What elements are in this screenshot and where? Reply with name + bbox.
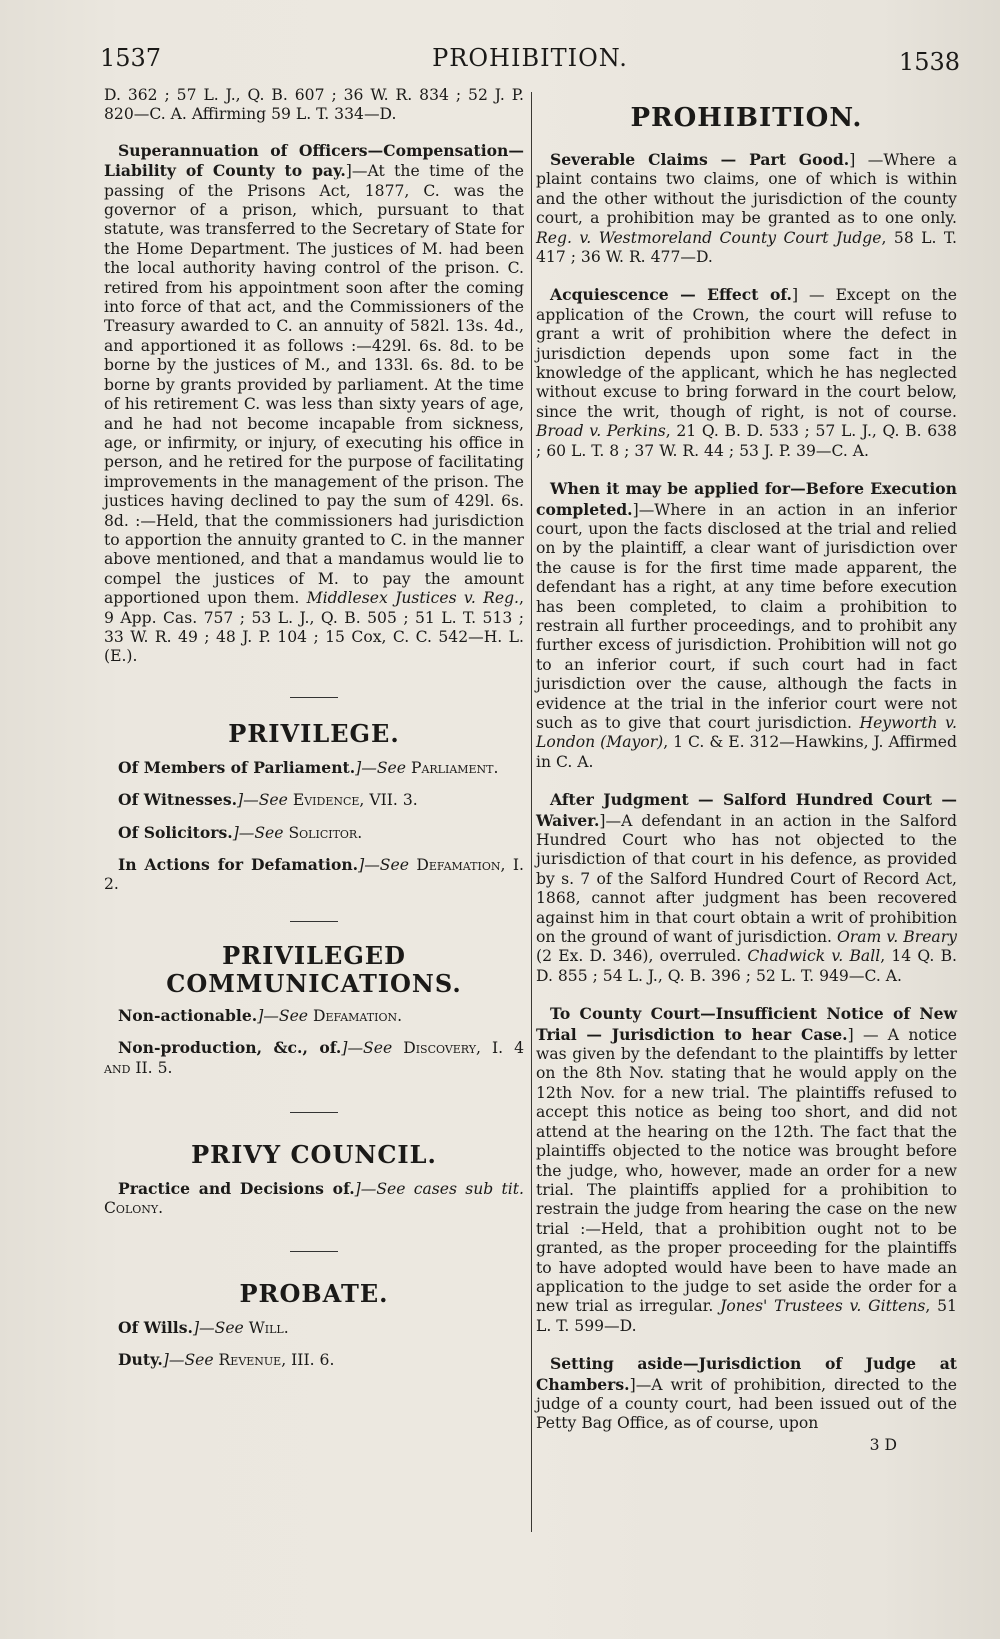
xref-non-production bbox=[104, 1038, 524, 1078]
entry-heading: After Judgment — Salford Hundred Court — Waiver. bbox=[536, 790, 957, 830]
entry-body: ]—A writ of prohibition, directed to the judge of a county court, had been issued out of the Petty Bag Office, as of course, upon bbox=[536, 1375, 957, 1433]
section-divider bbox=[290, 1112, 338, 1113]
entry-heading: Acquiescence — Effect of. bbox=[550, 285, 792, 305]
case-name: Reg. v. Westmoreland County Court Judge bbox=[536, 228, 882, 247]
running-header bbox=[100, 44, 960, 84]
case-citation: , 51 L. T. 599—D. bbox=[536, 1297, 957, 1335]
entry-acquiescence bbox=[536, 285, 957, 461]
xref-heading: Of Solicitors. bbox=[118, 822, 233, 842]
entry-before-execution bbox=[536, 479, 957, 772]
entry-heading: Setting aside—Jurisdiction of Judge at Chambers. bbox=[536, 1354, 957, 1394]
xref-target: Parliament. bbox=[410, 758, 499, 777]
section-divider bbox=[290, 921, 338, 922]
xref-heading: Practice and Decisions of. bbox=[118, 1179, 355, 1199]
entry-superannuation bbox=[104, 141, 524, 667]
case-name: Middlesex Justices v. Reg. bbox=[306, 589, 520, 608]
xref-heading: Of Witnesses. bbox=[118, 790, 238, 810]
xref-target: Discovery, I. 4 and II. 5. bbox=[104, 1039, 524, 1077]
entry-severable-claims bbox=[536, 150, 957, 267]
case-citation: , 14 Q. B. D. 855 ; 54 L. J., Q. B. 396 ; 52 L. T. 949—C. A. bbox=[536, 947, 957, 985]
entry-setting-aside bbox=[536, 1354, 957, 1434]
xref-target: Defamation. bbox=[313, 1006, 403, 1025]
xref-wills bbox=[104, 1318, 524, 1338]
case-name: Jones' Trustees v. Gittens bbox=[720, 1297, 926, 1316]
see-text: ]—See bbox=[237, 791, 293, 810]
right-page-number: 1538 bbox=[898, 48, 960, 76]
see-text: ]—See bbox=[358, 856, 417, 874]
running-title: PROHIBITION. bbox=[432, 44, 628, 72]
see-text: ]—See bbox=[232, 823, 289, 842]
entry-county-court-notice bbox=[536, 1004, 957, 1336]
continued-citation: D. 362 ; 57 L. J., Q. B. 607 ; 36 W. R. 834 ; 52 J. P. 820—C. A. Affirming 59 L. T. 334—D. bbox=[104, 86, 524, 124]
left-column bbox=[104, 86, 524, 1371]
heading-privileged-communications: PRIVILEGED COMMUNICATIONS. bbox=[166, 940, 462, 998]
see-text: ]—See bbox=[192, 1318, 249, 1337]
heading-privy-council: PRIVY COUNCIL. bbox=[191, 1140, 437, 1170]
xref-target: Evidence, VII. 3. bbox=[292, 791, 418, 810]
xref-non-actionable bbox=[104, 1006, 524, 1026]
xref-heading: Of Members of Parliament. bbox=[118, 757, 356, 777]
heading-probate: PROBATE. bbox=[239, 1278, 389, 1308]
see-text: ]—See bbox=[257, 1006, 313, 1025]
entry-body: ]—A defendant in an action in the Salford Hundred Court who has not objected to the jurisdiction of that court in his defence, as provided by s. 7 of the Salford Hundred Court of Record Act, 1868, cannot after judgment has been recovered against him in that court obtain a writ of prohibition on the ground of want of jurisdiction. bbox=[536, 811, 957, 947]
xref-heading: Non-production, &c., of. bbox=[118, 1038, 342, 1058]
case-note: (2 Ex. D. 346), overruled. bbox=[536, 947, 748, 966]
case-citation: , 9 App. Cas. 757 ; 53 L. J., Q. B. 505 ; 51 L. T. 513 ; 33 W. R. 49 ; 48 J. P. 104 ; 15 Cox, C. C. 542—H. L. (E.). bbox=[104, 589, 524, 666]
entry-body: ] — Except on the application of the Crown, the court will refuse to grant a writ of prohibition where the defect in jurisdiction depends upon some fact in the knowledge of the applicant, which he has neglected without excuse to bring forward in the court below, since the writ, though of right, is not of course. bbox=[536, 286, 957, 421]
see-text: ]—See bbox=[341, 1039, 404, 1058]
heading-prohibition: PROHIBITION. bbox=[630, 103, 863, 133]
left-page-number: 1537 bbox=[100, 44, 162, 72]
entry-after-judgment bbox=[536, 790, 957, 986]
case-citation: , 21 Q. B. D. 533 ; 57 L. J., Q. B. 638 ; 60 L. T. 8 ; 37 W. R. 44 ; 53 J. P. 39—C. A. bbox=[536, 422, 957, 460]
xref-heading: In Actions for Defamation. bbox=[118, 855, 359, 874]
entry-heading: To County Court—Insufficient Notice of New Trial — Jurisdiction to hear Case. bbox=[536, 1004, 957, 1044]
xref-target: Revenue, III. 6. bbox=[218, 1351, 335, 1370]
heading-privilege: PRIVILEGE. bbox=[228, 718, 400, 748]
entry-body: ] — A notice was given by the defendant to the plaintiffs by letter on the 8th Nov. stating that he would apply on the 12th Nov. for a new trial. The plaintiffs refused to accept this notice as being too short, and did not attend at the hearing on the 12th. The fact that the plaintiffs objected to the notice was brought before the judge, who, however, made an order for a new trial. The plaintiffs applied for a prohibition to restrain the judge from hearing the case on the new trial :—Held, that a prohibition ought not to be granted, as the proper proceeding for the plaintiffs to have adopted would have been to have made an application to the judge to set aside the order for a new trial as irregular. bbox=[536, 1025, 957, 1316]
case-name: Chadwick v. Ball bbox=[747, 947, 881, 966]
xref-defamation-actions bbox=[104, 855, 524, 895]
case-citation: , 58 L. T. 417 ; 36 W. R. 477—D. bbox=[536, 228, 957, 267]
xref-witnesses bbox=[104, 790, 524, 810]
xref-members-parliament bbox=[104, 758, 524, 778]
entry-body: ]—Where in an action in an inferior court, upon the facts disclosed at the trial and relied on by the plaintiff, a clear want of jurisdiction over the cause is for the first time made apparent, the defendant has a right, at any time before execution has been completed, to claim a prohibition to restrain all further proceedings, and to prohibit any further excess of jurisdiction. Prohibition will not go to an inferior court, if such court had in fact jurisdiction over the cause, although the facts in evidence at the trial in the inferior court were not such as to give that court jurisdiction. bbox=[536, 500, 957, 732]
entry-heading: When it may be applied for—Before Execution completed. bbox=[536, 479, 957, 519]
xref-target: Will. bbox=[248, 1318, 289, 1337]
see-text: ]—See cases sub tit. bbox=[354, 1180, 524, 1199]
entry-body: ] —Where a plaint contains two claims, one of which is within and the other without the jurisdiction of the county court, a prohibition may be granted as to one only. bbox=[536, 151, 958, 228]
section-divider bbox=[290, 1251, 338, 1252]
entry-body: ]—At the time of the passing of the Prisons Act, 1877, C. was the governor of a prison, which, pursuant to that statute, was transferred to the Secretary of State for the Home Department. The justices of M. had been the local authority having control of the prison. C. retired from his appointment soon after the coming into force of that act, and the Commissioners of the Treasury awarded to C. an annuity of 582l. 13s. 4d., and apportioned it as follows :—429l. 6s. 8d. to be borne by the justices of M., and 133l. 6s. 8d. to be borne by grants provided by parliament. At the time of his retirement C. was less than sixty years of age, and he had not become incapable from sickness, age, or infirmity, or injury, of executing his office in person, and he retired for the purpose of facilitating improvements in the management of the prison. The justices having declined to pay the sum of 429l. 6s. 8d. :—Held, that the commissioners had jurisdiction to apportion the annuity granted to C. in the manner above mentioned, and that a mandamus would lie to compel the justices of M. to pay the amount apportioned upon them. bbox=[104, 162, 524, 608]
xref-heading: Of Wills. bbox=[118, 1317, 193, 1337]
xref-target: Defamation, I. 2. bbox=[104, 856, 524, 894]
see-text: ]—See bbox=[355, 758, 411, 777]
case-name: Oram v. Breary bbox=[837, 928, 957, 947]
right-column bbox=[536, 86, 957, 1455]
column-divider bbox=[531, 92, 532, 1532]
section-divider bbox=[290, 697, 338, 698]
signature-mark: 3 D bbox=[869, 1435, 897, 1454]
xref-heading: Non-actionable. bbox=[118, 1005, 258, 1025]
xref-target: Solicitor. bbox=[288, 823, 363, 842]
xref-duty bbox=[104, 1350, 524, 1370]
case-citation: , 1 C. & E. 312—Hawkins, J. Affirmed in C. A. bbox=[536, 733, 957, 771]
case-name: Broad v. Perkins bbox=[536, 422, 666, 441]
see-text: ]—See bbox=[162, 1351, 219, 1370]
xref-heading: Duty. bbox=[118, 1350, 163, 1370]
entry-heading: Severable Claims — Part Good. bbox=[550, 150, 850, 169]
xref-solicitors bbox=[104, 823, 524, 843]
case-name: Heyworth v. London (Mayor) bbox=[536, 713, 957, 752]
entry-heading: Superannuation of Officers—Compensation—Liability of County to pay. bbox=[104, 140, 524, 181]
xref-practice-decisions bbox=[104, 1179, 524, 1219]
xref-target: Colony. bbox=[104, 1199, 164, 1218]
